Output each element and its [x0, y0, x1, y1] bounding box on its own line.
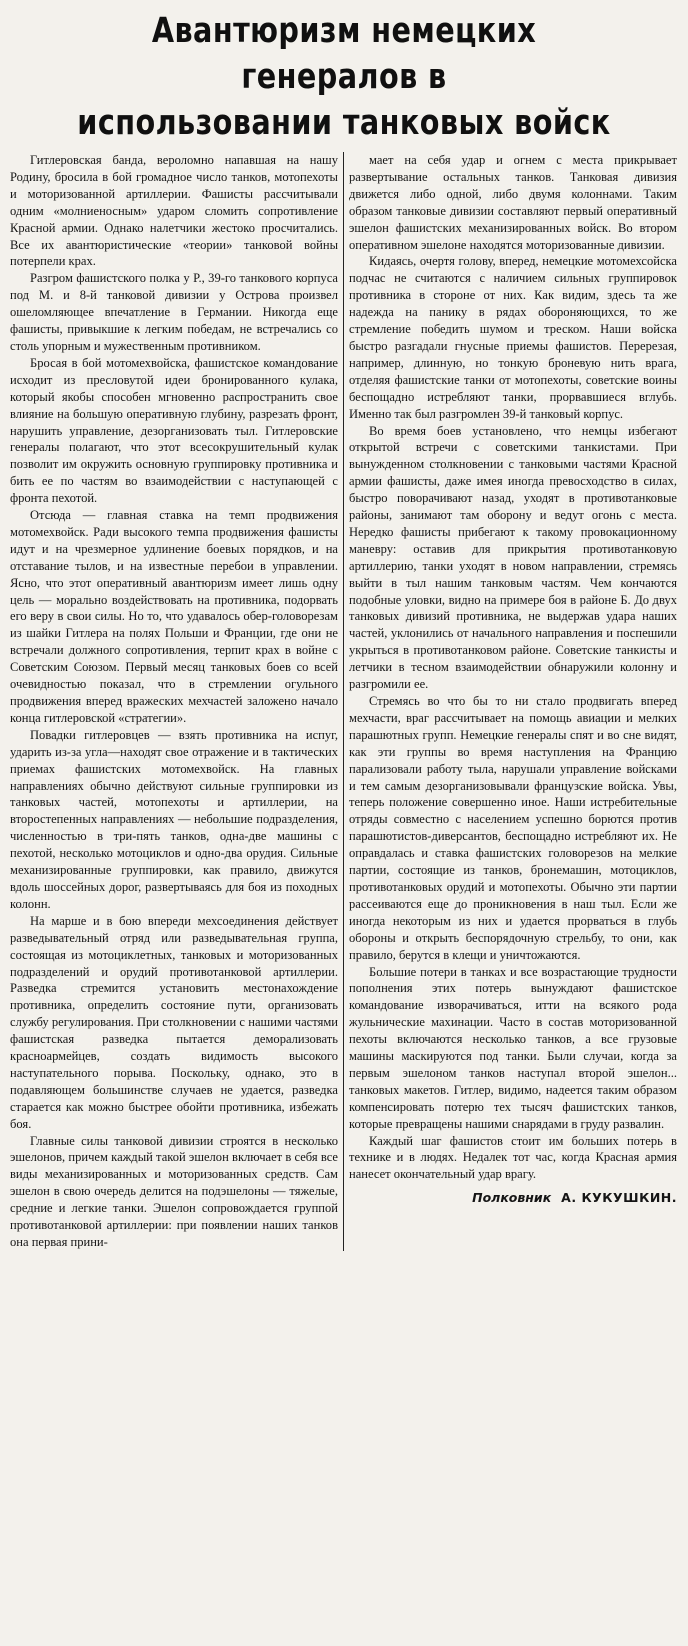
paragraph: Большие потери в танках и все возрастающие трудности пополнения этих потерь вынуждают фашистское командование изворачиваться, итти на всякого рода жульнические махинации. Часто в состав моторизованной пехоты включаются несколько танков, а все грузовые машины маскируются под танки. Были случаи, когда за первым эшелоном танков наступал второй эшелон... танковых макетов. Гитлер, видимо, надеется таким образом компенсировать потерю тех тысяч фашистских танков, которые превращены нашими снарядами в груду развалин. [349, 964, 677, 1131]
headline-line-1: Авантюризм немецких генералов в [151, 11, 537, 97]
column-left [10, 152, 338, 1251]
author-signature [349, 1189, 677, 1207]
paragraph: На марше и в бою впереди мехсоединения действует разведывательный отряд или разведывательная группа, состоящая из мотоциклетных, танковых и моторизованных подразделений и орудий противотанковой артиллерии. Разведка стремится установить местонахождение противника, определить состояние пути, организовать службу регулирования. При столкновении с нашими частями фашистская разведка пытается деморализовать красноармейцев, создать видимость высокого наступательного порыва. Поскольку, однако, это в подавляющем большинстве случаев не удается, разведка старается как можно быстрее обойти противника, избежать боя. [10, 913, 338, 1131]
paragraph: Во время боев установлено, что немцы избегают открытой встречи с советскими танкистами. При вынужденном столкновении с танковыми частями Красной армии фашисты, даже имея иногда превосходство в силах, быстро поворачивают назад, уходят в противотанковые районы, занимают там оборону и ведут огонь с места. Нередко фашисты прибегают к такому провокационному маневру: оставив для прикрытия противотанковую артиллерию, танки уходят в новом направлении, стремясь выйти в тыл нашим танковым частям. Чем кончаются подобные уловки, видно на примере боя в районе Б. До двух танковых дивизий противника, не выдержав удара наших частей, уклонились от начального направления и поспешили укрыться в противотанковом районе. Советские танкисты и летчики в тесном взаимодействии обнаружили колонну и разгромили ее. [349, 423, 677, 692]
author-rank: Полковник [472, 1190, 552, 1206]
author-name: А. КУКУШКИН. [561, 1190, 677, 1206]
paragraph: Отсюда — главная ставка на темп продвижения мотомехвойск. Ради высокого темпа продвижения фашисты идут и на чрезмерное удлинение боевых порядков, и на отставание тылов, и на известные перебои в управлении. Ясно, что этот оперативный авантюризм имеет лишь одну цель — морально воздействовать на противника, подорвать его веру в свои силы. Но то, что удавалось обер-головорезам из шайки Гитлера на полях Польши и Франции, где они не встречали должного сопротивления, терпит крах в войне с Советским Союзом. Первый месяц танковых боев со всей очевидностью показал, что в стремлении огульного продвижения вперед вражеских мехчастей заложено начало конца гитлеровской «стратегии». [10, 508, 338, 725]
paragraph: Главные силы танковой дивизии строятся в несколько эшелонов, причем каждый такой эшелон включает в себя все виды механизированных и моторизованных средств. Сам эшелон в свою очередь делится на подэшелоны — тяжелые, средние и легкие танки. Эшелон сопровождается группой противотанковой артиллерии: при появлении наших танков она первая прини- [10, 1133, 338, 1249]
paragraph: Гитлеровская банда, вероломно напавшая на нашу Родину, бросила в бой громадное число танков, мотопехоты и моторизованной артиллерии. Фашисты рассчитывали одним «молниеносным» ударом сломить сопротивление Красной армии. Однако налетчики жестоко просчитались. Все их авантюристические «теории» танковой войны потерпели крах. [10, 153, 338, 269]
paragraph: Кидаясь, очертя голову, вперед, немецкие мотомехсойска подчас не считаются с наличием сильных группировок противника в стороне от них. Как видим, здесь та же надежда на панику в рядах обороняющихся, то же стремление победить шумом и треском. Наши войска быстро разгадали гнусные приемы фашистов. Перерезая, например, длинную, но тонкую броневую нить врага, отделяя фашистские танки от мотопехоты, советские воины беспощадно истребляют танки, прорвавшиеся вглубь. Именно так был разгромлен 39-й танковый корпус. [349, 254, 677, 421]
paragraph: Разгром фашистского полка у Р., 39-го танкового корпуса под М. и 8-й танковой дивизии у Острова произвел ошеломляющее впечатление в Германии. Никогда еще фашисты, привыкшие к легким победам, не встречались со столь упорным и мужественным противником. [10, 271, 338, 353]
column-divider [343, 152, 344, 1251]
headline [70, 8, 618, 146]
paragraph: мает на себя удар и огнем с места прикрывает развертывание остальных танков. Танковая дивизия движется либо одной, либо двумя колоннами. Таким образом танковые дивизии составляют первый оперативный эшелон фашистских механизированных войск. Во втором оперативном эшелоне находятся моторизованные дивизии. [349, 153, 677, 252]
headline-line-2: использовании танковых войск [77, 103, 611, 143]
paragraph: Каждый шаг фашистов стоит им больших потерь в технике и в людях. Недалек тот час, когда Красная армия нанесет окончательный удар врагу. [349, 1133, 677, 1182]
paragraph: Бросая в бой мотомехвойска, фашистское командование исходит из пресловутой идеи бронированного кулака, который якобы способен мгновенно распространить свое влияние на большую оперативную глубину, разрезать фронт, нарушить управление, дезорганизовать тыл. Гитлеровские генералы полагают, что этот всесокрушительный кулак позволит им окружить основную группировку противника и бить ее по частям во взаимодействии с наступающей с фронта пехотой. [10, 355, 338, 506]
paragraph: Повадки гитлеровцев — взять противника на испуг, ударить из-за угла—находят свое отражение и в тактических приемах фашистских мотомехвойск. На главных направлениях обычно действуют сильные группировки из танковых частей, мотопехоты и артиллерии, на второстепенных направлениях — небольшие подразделения, численностью в три-пять танков, одна-две машины с пехотой, несколько мотоциклов и одно-два орудия. Сильные механизированные группировки, как правило, движутся вдоль шоссейных дорог, развертываясь для боя из походных колонн. [10, 727, 338, 911]
article-body [10, 152, 678, 1251]
column-right [349, 152, 677, 1207]
paragraph: Стремясь во что бы то ни стало продвигать вперед мехчасти, враг рассчитывает на помощь авиации и мелких парашютных групп. Немецкие генералы спят и во сне видят, как эти группы во время наступления на Францию парализовали работу тыла, нарушали управление войсками и тем самым дезорганизовывали французские войска. Увы, теперь положение совершенно иное. Наши истребительные отряды совместно с населением успешно борются против парашютистов-диверсантов, беспощадно истребляют их. Не оправдалась и ставка фашистских головорезов на мелкие партии, состоящие из танков, бронемашин, мотоциклов, противотанковых орудий и мотопехоты. Обычно эти партии рассеиваются еще до проникновения в наш тыл. Если же иногда некоторым из них и удается прорваться в глубь обороны и открыть беспорядочную стрельбу, то они, как правило, берутся в клещи и уничтожаются. [349, 694, 677, 962]
